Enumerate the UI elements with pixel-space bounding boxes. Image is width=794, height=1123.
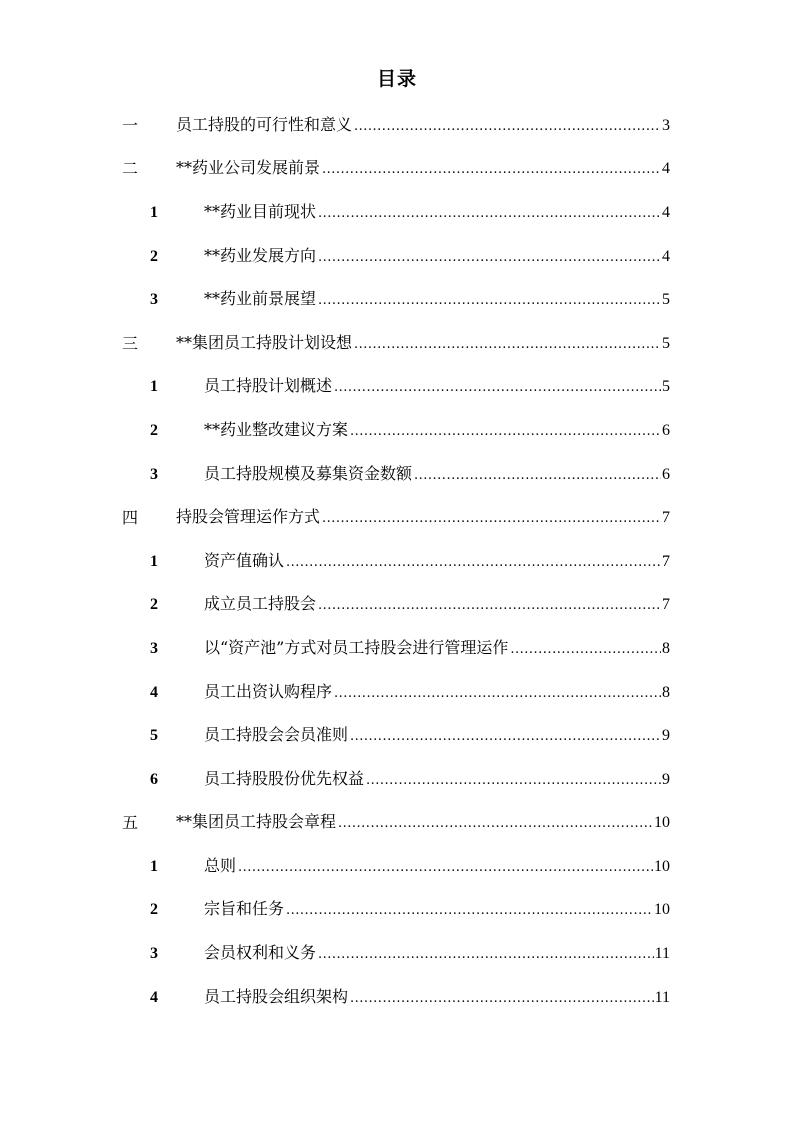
toc-subsection-entry[interactable] [0,540,794,584]
toc-dot-leader [354,335,661,355]
toc-entry-line [204,769,670,791]
toc-entry-line [176,507,670,529]
toc-entry-number: 5 [150,727,158,745]
toc-subsection-entry[interactable] [0,409,794,453]
toc-page-number: 6 [662,465,670,483]
toc-dot-leader [334,378,661,398]
toc-subsection-entry[interactable] [0,758,794,802]
toc-subsection-entry[interactable] [0,845,794,889]
toc-page-number: 7 [662,552,670,570]
toc-entry-number: 一 [122,115,139,135]
toc-subsection-entry[interactable] [0,278,794,322]
toc-entry-number: 4 [150,683,158,701]
toc-page-number: 8 [662,683,670,701]
toc-entry-number: 3 [150,639,158,657]
toc-dot-leader [350,989,654,1009]
toc-entry-number: 二 [122,159,139,179]
toc-entry-title: 总则 [204,855,237,875]
toc-section-entry[interactable] [0,148,794,192]
toc-entry-line [204,682,670,704]
toc-page-number: 11 [654,945,670,963]
toc-entry-title: 员工持股会会员准则 [204,725,349,745]
toc-subsection-entry[interactable] [0,366,794,410]
toc-page-number: 10 [654,901,670,919]
toc-entry-title: 员工持股会组织架构 [204,986,349,1006]
toc-dot-leader [322,509,661,529]
toc-entry-line [204,551,670,573]
toc-subsection-entry[interactable] [0,714,794,758]
toc-entry-line [204,725,670,747]
toc-entry-number: 3 [150,945,158,963]
toc-entry-number: 1 [150,552,158,570]
toc-dot-leader [318,945,654,965]
toc-entry-line [176,115,670,137]
toc-dot-leader [350,727,661,747]
toc-entry-title: **药业发展方向 [204,245,317,265]
toc-page-number: 3 [662,116,670,134]
toc-entry-title: 宗旨和任务 [204,899,285,919]
toc-list [0,104,794,1019]
toc-entry-title: 员工持股的可行性和意义 [176,114,353,134]
toc-entry-number: 2 [150,901,158,919]
toc-page-number: 7 [662,596,670,614]
toc-page-number: 8 [662,639,670,657]
toc-page-number: 5 [662,334,670,352]
toc-dot-leader [286,553,661,573]
toc-entry-title: **药业整改建议方案 [204,419,349,439]
toc-entry-line [204,420,670,442]
toc-page-number: 4 [662,203,670,221]
toc-entry-line [176,333,670,355]
toc-entry-line [176,158,670,180]
toc-dot-leader [318,596,661,616]
toc-subsection-entry[interactable] [0,453,794,497]
toc-title: 目录 [376,68,417,90]
toc-entry-number: 4 [150,988,158,1006]
toc-dot-leader [238,858,653,878]
toc-page-number: 4 [662,160,670,178]
toc-entry-title: 员工持股计划概述 [204,376,333,396]
toc-dot-leader [510,640,661,660]
toc-entry-title: 员工持股规模及募集资金数额 [204,463,413,483]
toc-dot-leader [286,901,653,921]
toc-entry-number: 3 [150,465,158,483]
toc-page-number: 5 [662,291,670,309]
toc-section-entry[interactable] [0,802,794,846]
toc-page-number: 9 [662,770,670,788]
toc-dot-leader [354,117,661,137]
toc-dot-leader [366,771,661,791]
toc-entry-line [204,638,670,660]
toc-entry-title: 以“资产池”方式对员工持股会进行管理运作 [204,637,509,657]
toc-entry-number: 1 [150,378,158,396]
toc-section-entry[interactable] [0,496,794,540]
toc-entry-title: 会员权利和义务 [204,943,317,963]
toc-section-entry[interactable] [0,322,794,366]
toc-entry-line [204,856,670,878]
toc-dot-leader [414,466,661,486]
toc-entry-number: 3 [150,291,158,309]
toc-entry-title: 员工持股股份优先权益 [204,768,365,788]
toc-dot-leader [338,814,653,834]
toc-entry-number: 四 [122,508,139,528]
toc-entry-title: 员工出资认购程序 [204,681,333,701]
toc-section-entry[interactable] [0,104,794,148]
toc-page-number: 6 [662,421,670,439]
toc-subsection-entry[interactable] [0,889,794,933]
toc-subsection-entry[interactable] [0,671,794,715]
toc-entry-title: **集团员工持股计划设想 [176,332,353,352]
toc-entry-number: 2 [150,596,158,614]
toc-entry-line [204,246,670,268]
toc-dot-leader [334,684,661,704]
toc-dot-leader [318,248,661,268]
toc-page-number: 10 [654,857,670,875]
toc-page-number: 11 [654,988,670,1006]
toc-dot-leader [318,291,661,311]
toc-dot-leader [350,422,661,442]
toc-entry-number: 五 [122,813,139,833]
toc-entry-line [204,464,670,486]
toc-entry-line [204,943,670,965]
toc-page-number: 4 [662,247,670,265]
toc-page-number: 5 [662,378,670,396]
toc-entry-number: 三 [122,333,139,353]
toc-entry-title: 持股会管理运作方式 [176,507,321,527]
toc-subsection-entry[interactable] [0,627,794,671]
toc-entry-line [204,594,670,616]
toc-entry-line [204,202,670,224]
toc-entry-number: 1 [150,857,158,875]
toc-dot-leader [318,204,661,224]
toc-entry-title: **药业公司发展前景 [176,158,321,178]
toc-subsection-entry[interactable] [0,191,794,235]
toc-entry-title: **药业目前现状 [204,201,317,221]
toc-entry-number: 6 [150,770,158,788]
toc-subsection-entry[interactable] [0,235,794,279]
toc-entry-line [204,289,670,311]
toc-page-number: 7 [662,509,670,527]
toc-dot-leader [322,160,661,180]
toc-entry-number: 2 [150,247,158,265]
toc-entry-line [176,812,670,834]
toc-subsection-entry[interactable] [0,584,794,628]
toc-subsection-entry[interactable] [0,932,794,976]
toc-subsection-entry[interactable] [0,976,794,1020]
toc-entry-line [204,376,670,398]
toc-entry-title: 成立员工持股会 [204,594,317,614]
toc-entry-number: 1 [150,203,158,221]
toc-entry-title: **集团员工持股会章程 [176,812,337,832]
toc-page-number: 10 [654,814,670,832]
toc-entry-line [204,899,670,921]
toc-entry-number: 2 [150,421,158,439]
toc-entry-title: **药业前景展望 [204,289,317,309]
toc-entry-title: 资产值确认 [204,550,285,570]
toc-entry-line [204,987,670,1009]
toc-page-number: 9 [662,727,670,745]
